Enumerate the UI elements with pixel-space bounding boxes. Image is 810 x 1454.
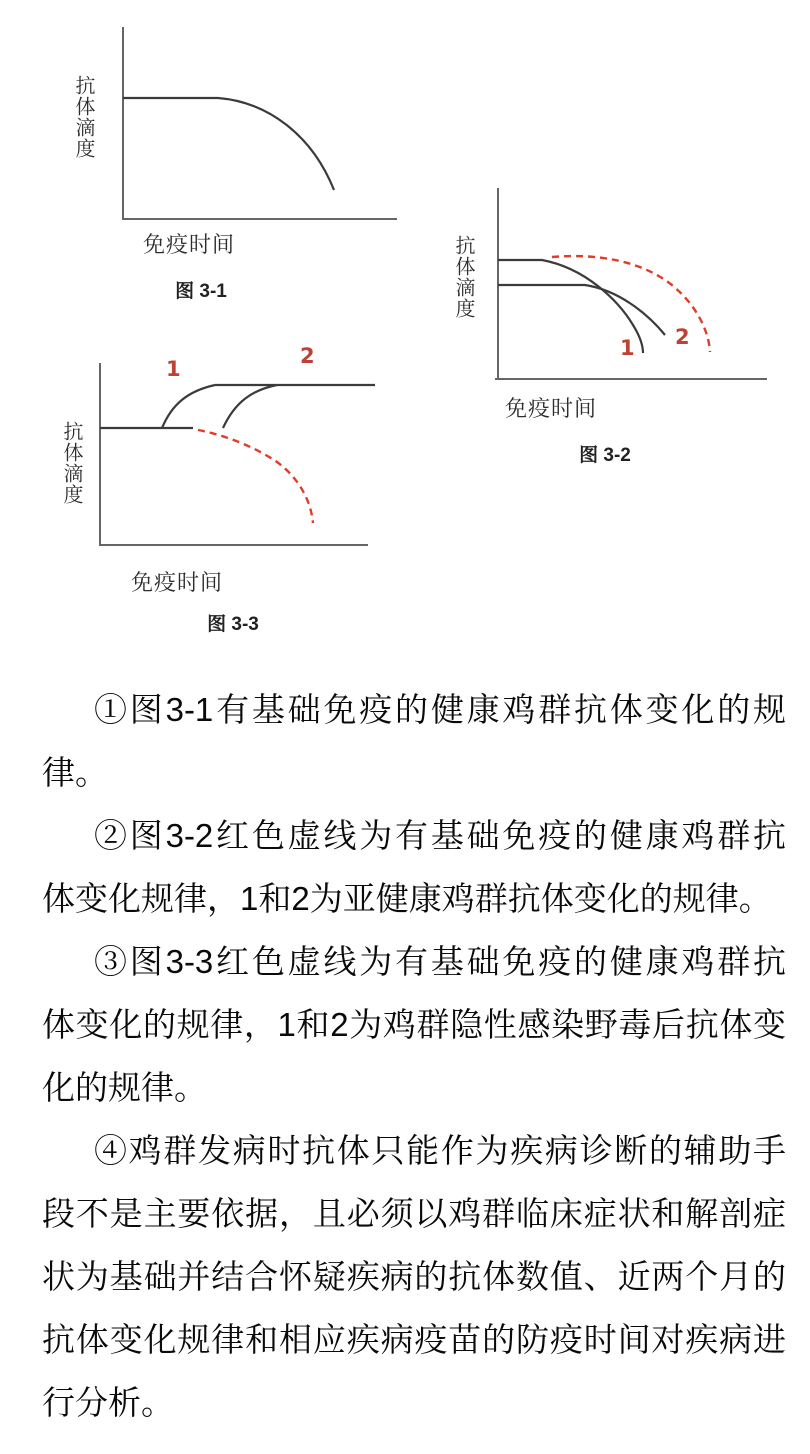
text-line: ①图3-1有基础免疫的健康鸡群抗体变化的规 bbox=[94, 691, 786, 728]
fig3-axes bbox=[100, 363, 368, 545]
text-line: 化的规律。 bbox=[42, 1069, 207, 1106]
fig2-curve-label-1: 1 bbox=[620, 336, 635, 360]
document-text bbox=[42, 678, 786, 1434]
fig2-curve-label-2: 2 bbox=[675, 325, 690, 349]
fig1-x-axis-label: 免疫时间 bbox=[142, 232, 235, 257]
text-line: 行分析。 bbox=[42, 1384, 174, 1421]
fig1-antibody-curve bbox=[123, 98, 334, 190]
fig3-curve-label-1: 1 bbox=[166, 357, 181, 381]
text-line: 抗体变化规律和相应疾病疫苗的防疫时间对疾病进 bbox=[42, 1321, 786, 1358]
text-line: 律。 bbox=[42, 754, 108, 791]
fig1-y-axis-label: 抗体滴度 bbox=[72, 75, 94, 159]
fig1-caption: 图 3-1 bbox=[175, 281, 227, 302]
fig2-x-axis-label: 免疫时间 bbox=[504, 396, 597, 421]
fig3-caption: 图 3-3 bbox=[207, 614, 259, 635]
fig3-curve-label-2: 2 bbox=[300, 344, 315, 368]
fig3-red-dashed-curve bbox=[198, 430, 313, 523]
fig2-y-axis-label: 抗体滴度 bbox=[452, 235, 474, 319]
fig3-curve-1 bbox=[162, 385, 215, 428]
fig2-caption: 图 3-2 bbox=[579, 445, 631, 466]
fig3-y-axis-label: 抗体滴度 bbox=[60, 421, 82, 505]
text-line: ④鸡群发病时抗体只能作为疾病诊断的辅助手 bbox=[94, 1132, 786, 1169]
fig3-curve-2 bbox=[223, 385, 277, 428]
fig1-axes bbox=[123, 27, 397, 219]
text-line: 体变化的规律，1和2为鸡群隐性感染野毒后抗体变 bbox=[42, 1006, 786, 1043]
text-line: 体变化规律，1和2为亚健康鸡群抗体变化的规律。 bbox=[42, 880, 772, 917]
text-line: 段不是主要依据，且必须以鸡群临床症状和解剖症 bbox=[42, 1195, 786, 1232]
fig2-curve-2 bbox=[498, 285, 665, 335]
text-line: 状为基础并结合怀疑疾病的抗体数值、近两个月的 bbox=[42, 1258, 786, 1295]
fig3-x-axis-label: 免疫时间 bbox=[130, 570, 223, 595]
text-line: ③图3-3红色虚线为有基础免疫的健康鸡群抗 bbox=[94, 943, 786, 980]
text-line: ②图3-2红色虚线为有基础免疫的健康鸡群抗 bbox=[94, 817, 786, 854]
